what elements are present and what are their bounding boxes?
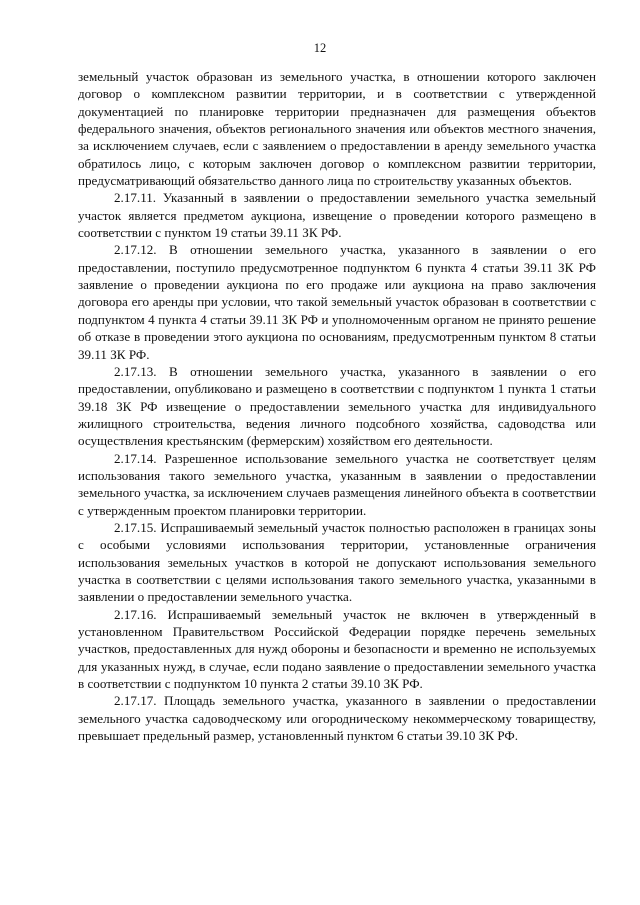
document-body	[78, 68, 596, 744]
page-number: 12	[313, 41, 327, 55]
paragraph-2-17-13: 2.17.13. В отношении земельного участка, указанного в заявлении о его предоставлении, опубликовано и размещено в соответствии с подпунктом 1 пункта 1 статьи 39.18 ЗК РФ извещение о предоставлении земельного участка для индивидуального жилищного строительства, ведения личного подсобного хозяйства, садоводства или осуществления крестьянским (фермерским) хозяйством его деятельности.	[78, 363, 596, 449]
paragraph-2-17-14: 2.17.14. Разрешенное использование земельного участка не соответствует целям использования такого земельного участка, указанным в заявлении о предоставлении земельного участка, за исключением случаев размещения линейного объекта в соответствии с утвержденным проектом планировки территории.	[78, 450, 596, 518]
paragraph-2-17-15: 2.17.15. Испрашиваемый земельный участок полностью расположен в границах зоны с особыми условиями использования территории, установленные ограничения использования земельных участков в которой не допускают использования земельного участка в соответствии с целями использования такого земельного участка, указанными в заявлении о предоставлении земельного участка.	[78, 519, 596, 605]
paragraph-2-17-12: 2.17.12. В отношении земельного участка, указанного в заявлении о его предоставлении, поступило предусмотренное подпунктом 6 пункта 4 статьи 39.11 ЗК РФ заявление о проведении аукциона по его продаже или аукциона на право заключения договора его аренды при условии, что такой земельный участок образован в соответствии с подпунктом 4 пункта 4 статьи 39.11 ЗК РФ и уполномоченным органом не принято решение об отказе в проведении этого аукциона по основаниям, предусмотренным пунктом 8 статьи 39.11 ЗК РФ.	[78, 242, 596, 362]
paragraph-2-17-17: 2.17.17. Площадь земельного участка, указанного в заявлении о предоставлении земельного участка садоводческому или огородническому некоммерческому товариществу, превышает предельный размер, установленный пунктом 6 статьи 39.10 ЗК РФ.	[78, 693, 596, 744]
paragraph-continuation: земельный участок образован из земельного участка, в отношении которого заключен договор о комплексном развитии территории, и в соответствии с утвержденной документацией по планировке территории предназначен для размещения объектов федерального значения, объектов регионального значения или объектов местного значения, за исключением случаев, если с заявлением о предоставлении в аренду земельного участка обратилось лицо, с которым заключен договор о комплексном развитии территории, предусматривающий обязательство данного лица по строительству указанных объектов.	[78, 69, 596, 189]
paragraph-2-17-11: 2.17.11. Указанный в заявлении о предоставлении земельного участка земельный участок является предметом аукциона, извещение о проведении которого размещено в соответствии с пунктом 19 статьи 39.11 ЗК РФ.	[78, 190, 596, 241]
paragraph-2-17-16: 2.17.16. Испрашиваемый земельный участок не включен в утвержденный в установленном Правительством Российской Федерации порядке перечень земельных участков, предоставленных для нужд обороны и безопасности и временно не используемых для указанных нужд, в случае, если подано заявление о предоставлении земельного участка в соответствии с подпунктом 10 пункта 2 статьи 39.10 ЗК РФ.	[78, 606, 596, 692]
